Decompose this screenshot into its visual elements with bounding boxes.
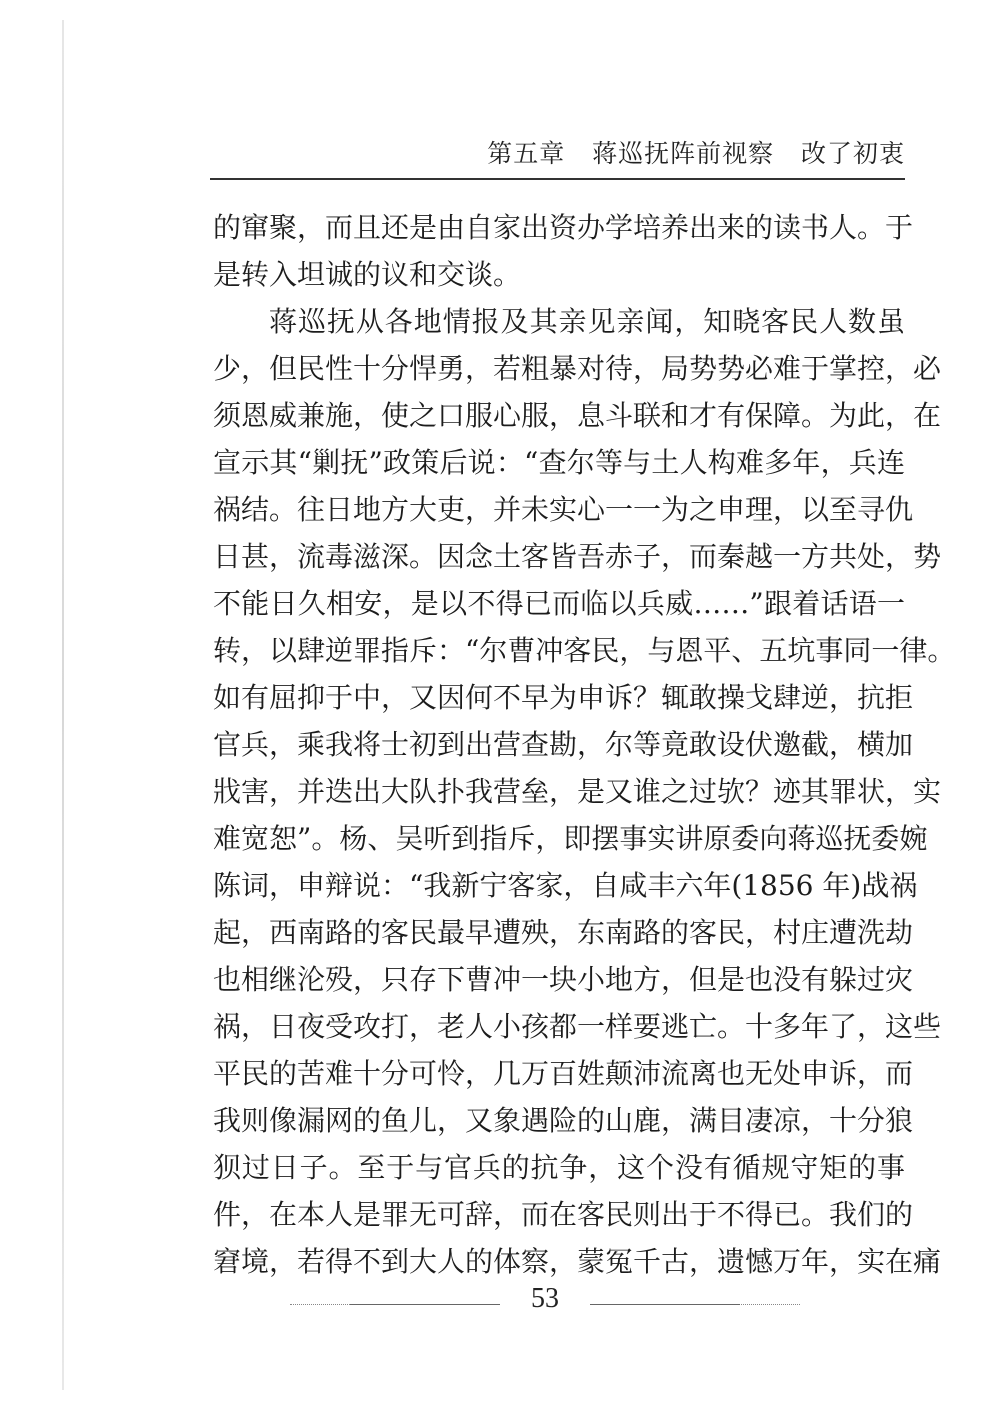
text-line: 如有屈抑于中，又因何不早为申诉？辄敢操戈肆逆，抗拒 [213, 681, 914, 714]
text-line: 也相继沦殁，只存下曹冲一块小地方，但是也没有躲过灾 [213, 963, 914, 996]
text-line: 件，在本人是罪无可辞，而在客民则出于不得已。我们的 [213, 1198, 914, 1231]
running-header-text [487, 134, 905, 170]
text-line: 日甚，流毒滋深。因念土客皆吾赤子，而秦越一方共处，势 [213, 540, 942, 573]
text-line: 祸结。往日地方大吏，并未实心一一为之申理，以至寻仇 [213, 493, 914, 526]
text-line: 须恩威兼施，使之口服心服，息斗联和才有保障。为此，在 [213, 399, 942, 432]
page-number: 53 [531, 1283, 559, 1314]
page-footer [290, 1283, 800, 1323]
text-line: 我则像漏网的鱼儿，又象遇险的山鹿，满目凄凉，十分狼 [213, 1104, 914, 1137]
footer-rule-right [590, 1304, 800, 1305]
text-line: 祸，日夜受攻打，老人小孩都一样要逃亡。十多年了，这些 [213, 1010, 942, 1043]
chapter-subtitle: 改了初衷 [800, 139, 905, 168]
chapter-label: 第五章 [487, 139, 566, 168]
text-line: 官兵，乘我将士初到出营查勘，尔等竟敢设伏邀截，横加 [213, 728, 914, 761]
text-line: 是转入坦诚的议和交谈。 [213, 258, 522, 291]
text-line: 狈过日子。至于与官兵的抗争，这个没有循规守矩的事 [213, 1151, 905, 1184]
chapter-title: 蒋巡抚阵前视察 [592, 139, 775, 168]
text-line: 宣示其“剿抚”政策后说：“查尔等与土人构难多年，兵连 [213, 446, 905, 479]
text-line: 戕害，并迭出大队扑我营垒，是又谁之过欤？迹其罪状，实 [213, 775, 942, 808]
text-line: 转，以肆逆罪指斥：“尔曹冲客民，与恩平、五坑事同一律。 [213, 634, 956, 667]
text-line: 少，但民性十分悍勇，若粗暴对待，局势势必难于掌控，必 [213, 352, 942, 385]
text-line: 难宽恕”。杨、吴听到指斥，即摆事实讲原委向蒋巡抚委婉 [213, 822, 928, 855]
text-line: 陈词，申辩说：“我新宁客家，自咸丰六年(1856 年)战祸 [213, 869, 918, 902]
text-line: 蒋巡抚从各地情报及其亲见亲闻，知晓客民人数虽 [269, 305, 905, 338]
body-text [213, 204, 956, 1285]
text-line: 的窜聚，而且还是由自家出资办学培养出来的读书人。于 [213, 211, 914, 244]
text-line: 窘境，若得不到大人的体察，蒙冤千古，遗憾万年，实在痛 [213, 1245, 942, 1278]
text-line: 不能日久相安，是以不得已而临以兵威……”跟着话语一 [213, 587, 905, 620]
running-header [210, 128, 905, 180]
text-line: 起，西南路的客民最早遭殃，东南路的客民，村庄遭洗劫 [213, 916, 914, 949]
page-edge [62, 20, 64, 1390]
text-line: 平民的苦难十分可怜，几万百姓颠沛流离也无处申诉，而 [213, 1057, 914, 1090]
